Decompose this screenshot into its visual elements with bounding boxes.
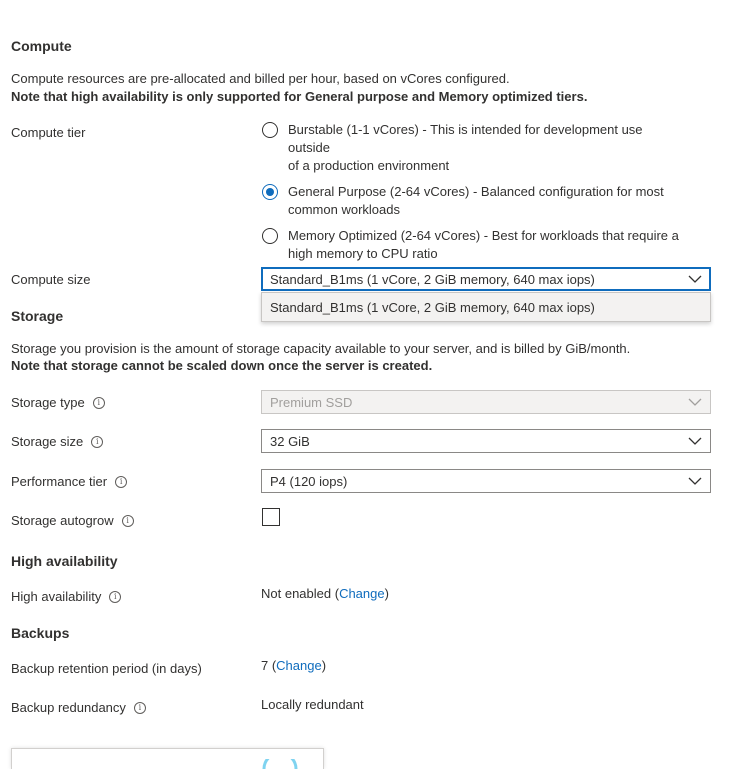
- performance-tier-select[interactable]: [261, 469, 711, 493]
- storage-type-value: Premium SSD: [270, 394, 353, 410]
- radio-button-memory-optimized[interactable]: [262, 228, 278, 244]
- chevron-down-icon: [688, 395, 702, 409]
- tier-memory-text-2: high memory to CPU ratio: [288, 246, 438, 261]
- progress-ring-icon: [260, 759, 300, 769]
- high-availability-heading: High availability: [11, 553, 118, 569]
- radio-button-burstable[interactable]: [262, 122, 278, 138]
- tier-burstable-text-1: Burstable (1-1 vCores) - This is intended for development use outside: [288, 122, 643, 155]
- compute-tier-label: Compute tier: [11, 125, 86, 140]
- tier-memory-text-1: Memory Optimized (2-64 vCores) - Best for workloads that require a: [288, 228, 679, 243]
- performance-tier-label-text: Performance tier: [11, 474, 108, 489]
- storage-type-select: [261, 390, 711, 414]
- compute-tier-radio-group: [262, 121, 688, 263]
- compute-note: Note that high availability is only supported for General purpose and Memory optimized tiers.: [11, 89, 588, 104]
- info-icon[interactable]: i: [134, 702, 146, 714]
- high-availability-value: [261, 586, 389, 601]
- storage-heading: Storage: [11, 308, 64, 324]
- backups-heading: Backups: [11, 625, 70, 641]
- storage-size-label-text: Storage size: [11, 434, 84, 449]
- compute-size-option-text: Standard_B1ms (1 vCore, 2 GiB memory, 640 max iops): [270, 299, 595, 315]
- backup-redundancy-label-text: Backup redundancy: [11, 700, 126, 715]
- performance-tier-label: [11, 474, 127, 489]
- tier-burstable-text-2: of a production environment: [288, 158, 450, 173]
- storage-autogrow-checkbox[interactable]: [262, 508, 280, 526]
- high-availability-status: Not enabled (: [261, 586, 340, 601]
- compute-heading: Compute: [11, 38, 72, 54]
- compute-size-value: Standard_B1ms (1 vCore, 2 GiB memory, 640 max iops): [270, 271, 595, 287]
- storage-size-label: [11, 434, 103, 449]
- tier-option-memory-optimized[interactable]: [262, 227, 688, 263]
- backup-redundancy-value: Locally redundant: [261, 697, 364, 712]
- chevron-down-icon: [688, 474, 702, 488]
- high-availability-label: [11, 589, 121, 604]
- compute-size-label: Compute size: [11, 272, 91, 287]
- tier-option-general-purpose[interactable]: [262, 183, 688, 219]
- compute-size-select[interactable]: [261, 267, 711, 291]
- storage-note: Note that storage cannot be scaled down once the server is created.: [11, 358, 433, 373]
- info-icon[interactable]: i: [122, 515, 134, 527]
- backup-retention-close-paren: ): [321, 658, 327, 673]
- info-icon[interactable]: i: [109, 591, 121, 603]
- chevron-down-icon: [688, 434, 702, 448]
- radio-button-general-purpose[interactable]: [262, 184, 278, 200]
- backup-retention-value: [261, 658, 326, 673]
- high-availability-close-paren: ): [384, 586, 389, 601]
- tier-general-text-2: common workloads: [288, 202, 400, 217]
- storage-description: Storage you provision is the amount of storage capacity available to your server, and is billed by GiB/month.: [11, 341, 631, 356]
- high-availability-label-text: High availability: [11, 589, 102, 604]
- storage-size-value: 32 GiB: [270, 433, 310, 449]
- storage-type-label-text: Storage type: [11, 395, 85, 410]
- tier-option-burstable[interactable]: [262, 121, 688, 175]
- tier-general-text-1: General Purpose (2-64 vCores) - Balanced configuration for most: [288, 184, 664, 199]
- compute-description: Compute resources are pre-allocated and billed per hour, based on vCores configured.: [11, 71, 510, 86]
- chevron-down-icon: [688, 272, 702, 286]
- high-availability-change-link[interactable]: Change: [339, 586, 385, 601]
- info-icon[interactable]: i: [93, 397, 105, 409]
- info-icon[interactable]: i: [115, 476, 127, 488]
- storage-type-label: [11, 395, 105, 410]
- backup-retention-change-link[interactable]: Change: [276, 658, 322, 673]
- storage-autogrow-label: [11, 513, 134, 528]
- backup-retention-days: 7 (: [261, 658, 277, 673]
- storage-size-select[interactable]: [261, 429, 711, 453]
- compute-size-dropdown-option[interactable]: [261, 292, 711, 322]
- info-icon[interactable]: i: [91, 436, 103, 448]
- backup-redundancy-label: [11, 700, 146, 715]
- performance-tier-value: P4 (120 iops): [270, 473, 348, 489]
- storage-autogrow-label-text: Storage autogrow: [11, 513, 114, 528]
- backup-retention-label: Backup retention period (in days): [11, 661, 202, 676]
